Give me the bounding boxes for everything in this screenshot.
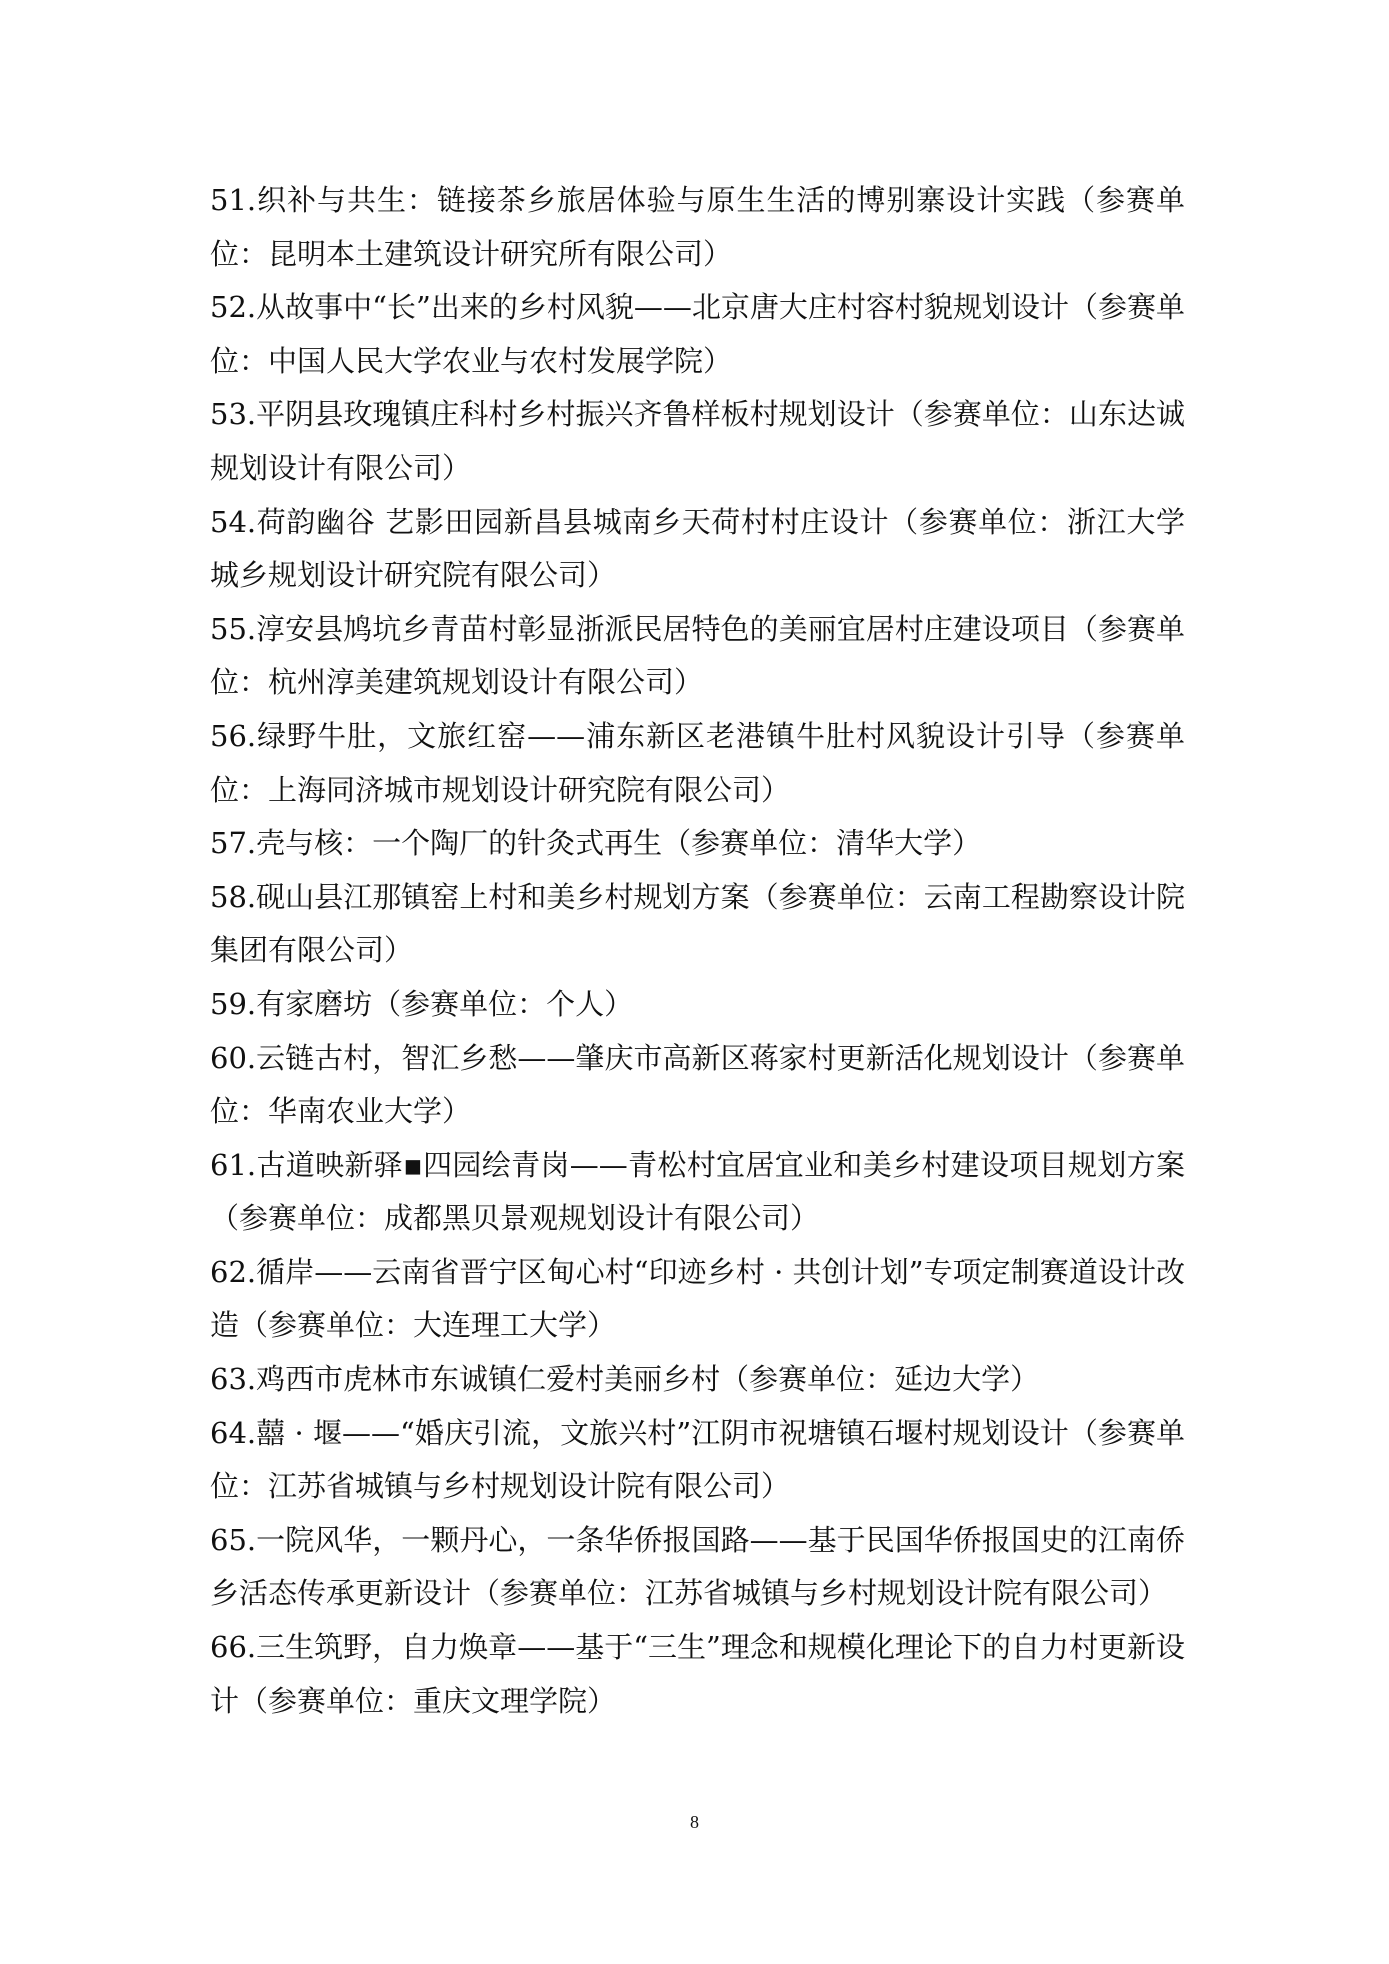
list-item: 52.从故事中“长”出来的乡村风貌——北京唐大庄村容村貌规划设计（参赛单位：中国人民大学农业与农村发展学院） [210,290,1185,378]
list-item: 65.一院风华，一颗丹心，一条华侨报国路——基于民国华侨报国史的江南侨乡活态传承更新设计（参赛单位：江苏省城镇与乡村规划设计院有限公司） [210,1522,1185,1611]
list-item: 61.古道映新驿▪四园绘青岗——青松村宜居宜业和美乡村建设项目规划方案（参赛单位：成都黑贝景观规划设计有限公司） [210,1147,1185,1236]
list-item: 57.壳与核：一个陶厂的针灸式再生（参赛单位：清华大学） [210,826,982,861]
list-item: 64.囍 · 堰——“婚庆引流，文旅兴村”江阴市祝塘镇石堰村规划设计（参赛单位：江苏省城镇与乡村规划设计院有限公司） [210,1415,1185,1504]
list-item: 53.平阴县玫瑰镇庄科村乡村振兴齐鲁样板村规划设计（参赛单位：山东达诚规划设计有限公司） [210,397,1185,485]
list-item: 66.三生筑野，自力焕章——基于“三生”理念和规模化理论下的自力村更新设计（参赛单位：重庆文理学院） [210,1630,1185,1718]
page-number: 8 [690,1812,699,1832]
list-item: 56.绿野牛肚，文旅红窑——浦东新区老港镇牛肚村风貌设计引导（参赛单位：上海同济城市规划设计研究院有限公司） [210,718,1185,807]
list-item: 58.砚山县江那镇窑上村和美乡村规划方案（参赛单位：云南工程勘察设计院集团有限公司） [210,879,1185,968]
list-item: 51.织补与共生：链接茶乡旅居体验与原生生活的博别寨设计实践（参赛单位：昆明本土建筑设计研究所有限公司） [210,183,1185,271]
list-item: 54.荷韵幽谷 艺影田园新昌县城南乡天荷村村庄设计（参赛单位：浙江大学城乡规划设计研究院有限公司） [210,504,1185,593]
list-item: 62.循岸——云南省晋宁区甸心村“印迹乡村 · 共创计划”专项定制赛道设计改造（参赛单位：大连理工大学） [210,1254,1185,1343]
list-item: 55.淳安县鸠坑乡青苗村彰显浙派民居特色的美丽宜居村庄建设项目（参赛单位：杭州淳美建筑规划设计有限公司） [210,611,1185,700]
list-item: 59.有家磨坊（参赛单位：个人） [210,986,634,1021]
list-item: 60.云链古村，智汇乡愁——肇庆市高新区蒋家村更新活化规划设计（参赛单位：华南农业大学） [210,1040,1185,1129]
list-item: 63.鸡西市虎林市东诚镇仁爱村美丽乡村（参赛单位：延边大学） [210,1362,1040,1397]
entry-list [210,174,1185,1728]
